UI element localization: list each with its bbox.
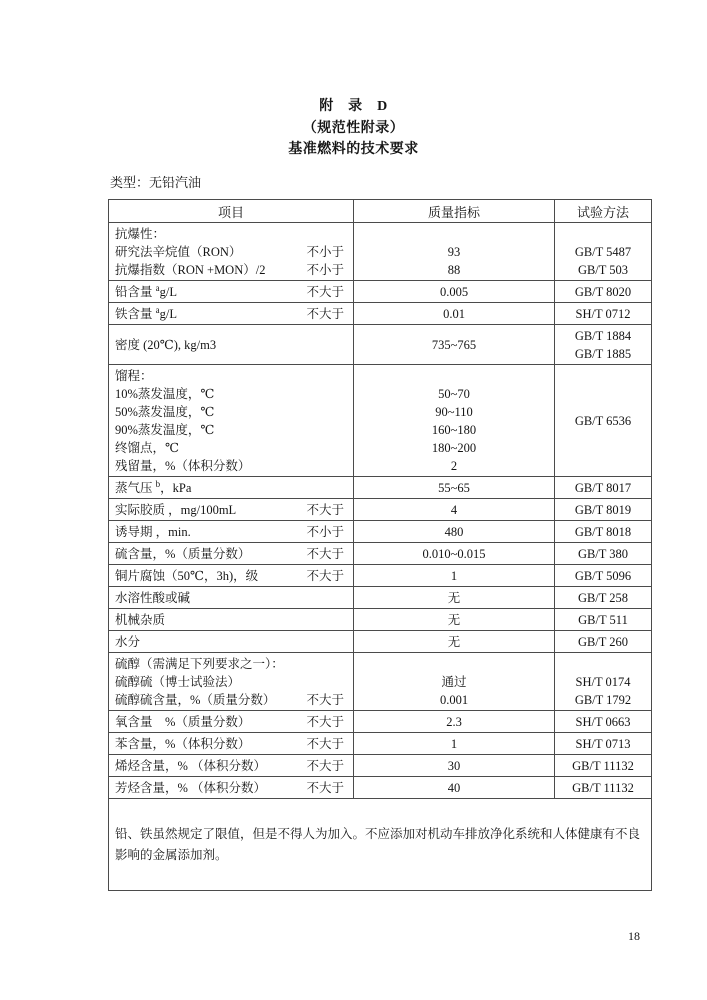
item-line bbox=[115, 421, 347, 439]
item-line bbox=[115, 385, 347, 403]
value-cell bbox=[354, 755, 555, 777]
value-line bbox=[360, 225, 548, 243]
item-text: 残留量，%（体积分数） bbox=[115, 458, 251, 473]
item-text: 诱导期 ，min. bbox=[115, 524, 191, 539]
method-cell bbox=[555, 609, 652, 631]
item-text: 硫醇硫（博士试验法） bbox=[115, 674, 241, 689]
method-cell bbox=[555, 521, 652, 543]
item-line bbox=[115, 611, 347, 629]
method-line bbox=[561, 655, 645, 673]
method-line: GB/T 1885 bbox=[574, 346, 632, 361]
item-text: 水分 bbox=[115, 634, 141, 649]
method-line: GB/T 503 bbox=[577, 262, 629, 277]
value-line bbox=[360, 367, 548, 385]
fuel-type-label: 类型：无铅汽油 bbox=[110, 175, 202, 190]
item-line bbox=[115, 457, 347, 475]
method-cell bbox=[555, 303, 652, 325]
method-cell bbox=[555, 565, 652, 587]
item-cell bbox=[109, 521, 354, 543]
method-line: GB/T 8019 bbox=[574, 502, 632, 517]
value-line: 1 bbox=[450, 568, 458, 583]
value-cell bbox=[354, 565, 555, 587]
superscript-mark: b bbox=[155, 478, 161, 489]
item-line bbox=[115, 367, 347, 385]
value-line bbox=[360, 655, 548, 673]
item-line bbox=[115, 243, 347, 261]
spec-table bbox=[108, 199, 652, 891]
table-row bbox=[109, 609, 652, 631]
value-line: 通过 bbox=[441, 674, 467, 689]
table-row bbox=[109, 777, 652, 799]
table-row bbox=[109, 653, 652, 711]
value-line: 无 bbox=[447, 634, 461, 649]
superscript-mark: a bbox=[155, 304, 160, 315]
value-line: 0.01 bbox=[443, 306, 465, 321]
item-cell bbox=[109, 477, 354, 499]
item-cell bbox=[109, 711, 354, 733]
table-row bbox=[109, 565, 652, 587]
value-line: 无 bbox=[447, 612, 461, 627]
value-line: 0.010~0.015 bbox=[422, 546, 486, 561]
value-cell bbox=[354, 223, 555, 281]
value-line: 180~200 bbox=[431, 440, 477, 455]
method-line: GB/T 5096 bbox=[574, 568, 632, 583]
method-cell bbox=[555, 281, 652, 303]
section-heading: 基准燃料的技术要求 bbox=[288, 142, 419, 157]
limit-qualifier: 不大于 bbox=[306, 736, 344, 751]
value-cell bbox=[354, 777, 555, 799]
value-line: 0.005 bbox=[439, 284, 469, 299]
item-text: 终馏点，℃ bbox=[115, 440, 179, 455]
method-cell bbox=[555, 631, 652, 653]
value-line: 90~110 bbox=[435, 404, 473, 419]
method-line: GB/T 11132 bbox=[572, 758, 634, 773]
page-number: 18 bbox=[628, 929, 640, 943]
value-line: 0.001 bbox=[439, 692, 469, 707]
method-line: SH/T 0663 bbox=[575, 714, 631, 729]
limit-qualifier: 不大于 bbox=[306, 502, 344, 517]
table-row bbox=[109, 223, 652, 281]
item-line bbox=[115, 501, 347, 519]
item-line bbox=[115, 691, 347, 709]
column-header-quality-index: 质量指标 bbox=[354, 200, 555, 223]
value-line: 30 bbox=[447, 758, 461, 773]
table-footnote: 铅、铁虽然规定了限值，但是不得人为加入。不应添加对机动车排放净化系统和人体健康有不良影响的金属添加剂。 bbox=[109, 799, 652, 891]
value-cell bbox=[354, 325, 555, 365]
item-text: 密度 (20℃), kg/m3 bbox=[115, 337, 217, 352]
item-line bbox=[115, 439, 347, 457]
footnote-row bbox=[109, 799, 652, 891]
item-text: 铜片腐蚀（50℃，3h)，级 bbox=[115, 568, 259, 583]
value-line: 4 bbox=[450, 502, 458, 517]
table-row bbox=[109, 325, 652, 365]
method-cell bbox=[555, 777, 652, 799]
table-row bbox=[109, 543, 652, 565]
table-row bbox=[109, 711, 652, 733]
method-line: GB/T 258 bbox=[577, 590, 629, 605]
item-text: 馏程： bbox=[115, 368, 153, 383]
method-line: GB/T 8017 bbox=[574, 480, 632, 495]
method-line: GB/T 260 bbox=[577, 634, 629, 649]
appendix-subtitle: （规范性附录） bbox=[302, 120, 405, 136]
item-line bbox=[115, 633, 347, 651]
value-line: 480 bbox=[444, 524, 464, 539]
value-line: 735~765 bbox=[431, 337, 477, 352]
method-cell bbox=[555, 477, 652, 499]
item-line bbox=[115, 523, 347, 541]
item-line bbox=[115, 757, 347, 775]
value-cell bbox=[354, 499, 555, 521]
limit-qualifier: 不大于 bbox=[306, 714, 344, 729]
item-line bbox=[115, 261, 347, 279]
column-header-test-method: 试验方法 bbox=[555, 200, 652, 223]
item-line bbox=[115, 655, 347, 673]
item-text: 氧含量 %（质量分数） bbox=[115, 714, 251, 729]
item-cell bbox=[109, 587, 354, 609]
method-line: GB/T 6536 bbox=[574, 413, 632, 428]
value-cell bbox=[354, 733, 555, 755]
table-row bbox=[109, 499, 652, 521]
item-line bbox=[115, 589, 347, 607]
item-cell bbox=[109, 631, 354, 653]
table-header-row bbox=[109, 200, 652, 223]
item-text: 芳烃含量，% （体积分数） bbox=[115, 780, 267, 795]
value-line: 2.3 bbox=[446, 714, 462, 729]
value-line: 88 bbox=[447, 262, 461, 277]
item-text: 铅含量 $^a$g/L bbox=[115, 282, 177, 299]
spec-table-head bbox=[109, 200, 652, 223]
value-cell bbox=[354, 365, 555, 477]
spec-table-body bbox=[109, 223, 652, 799]
value-cell bbox=[354, 281, 555, 303]
item-cell bbox=[109, 365, 354, 477]
value-line: 40 bbox=[447, 780, 461, 795]
item-text: 蒸气压 $^b$，kPa bbox=[115, 478, 192, 495]
item-text: 硫含量，%（质量分数） bbox=[115, 546, 251, 561]
table-row bbox=[109, 587, 652, 609]
value-cell bbox=[354, 477, 555, 499]
item-text: 水溶性酸或碱 bbox=[115, 590, 191, 605]
item-text: 抗爆指数（RON +MON）/2 bbox=[115, 262, 266, 277]
value-line: 160~180 bbox=[431, 422, 477, 437]
item-cell bbox=[109, 733, 354, 755]
item-line bbox=[115, 283, 347, 301]
table-row bbox=[109, 281, 652, 303]
item-cell bbox=[109, 325, 354, 365]
appendix-title: 附 录 D bbox=[319, 99, 388, 114]
method-line: GB/T 5487 bbox=[574, 244, 632, 259]
method-line: GB/T 1792 bbox=[574, 692, 632, 707]
value-line: 55~65 bbox=[438, 480, 470, 495]
value-cell bbox=[354, 631, 555, 653]
limit-qualifier: 不大于 bbox=[306, 780, 344, 795]
item-text: 铁含量 $^a$g/L bbox=[115, 304, 177, 321]
table-row bbox=[109, 303, 652, 325]
item-cell bbox=[109, 609, 354, 631]
item-text: 苯含量，%（体积分数） bbox=[115, 736, 251, 751]
limit-qualifier: 不小于 bbox=[306, 244, 344, 259]
limit-qualifier: 不大于 bbox=[306, 758, 344, 773]
method-cell bbox=[555, 499, 652, 521]
item-text: 硫醇硫含量，%（质量分数） bbox=[115, 692, 276, 707]
item-line bbox=[115, 225, 347, 243]
limit-qualifier: 不大于 bbox=[306, 568, 344, 583]
method-line bbox=[561, 225, 645, 243]
method-line: GB/T 380 bbox=[577, 546, 629, 561]
item-cell bbox=[109, 223, 354, 281]
value-line: 93 bbox=[447, 244, 461, 259]
value-cell bbox=[354, 609, 555, 631]
value-line: 无 bbox=[447, 590, 461, 605]
limit-qualifier: 不大于 bbox=[306, 546, 344, 561]
spec-table-foot bbox=[109, 799, 652, 891]
method-line: GB/T 8020 bbox=[574, 284, 632, 299]
value-line: 2 bbox=[450, 458, 458, 473]
item-text: 硫醇（需满足下列要求之一）： bbox=[115, 656, 284, 671]
value-line: 1 bbox=[450, 736, 458, 751]
item-text: 抗爆性： bbox=[115, 226, 166, 241]
table-row bbox=[109, 477, 652, 499]
item-text: 机械杂质 bbox=[115, 612, 166, 627]
value-cell bbox=[354, 303, 555, 325]
value-cell bbox=[354, 521, 555, 543]
limit-qualifier: 不大于 bbox=[306, 692, 344, 707]
item-text: 烯烃含量，% （体积分数） bbox=[115, 758, 267, 773]
method-line: SH/T 0713 bbox=[575, 736, 631, 751]
method-cell bbox=[555, 223, 652, 281]
method-line: GB/T 511 bbox=[578, 612, 628, 627]
table-row bbox=[109, 755, 652, 777]
limit-qualifier: 不大于 bbox=[306, 284, 344, 299]
item-line bbox=[115, 779, 347, 797]
item-line bbox=[115, 545, 347, 563]
limit-qualifier: 不小于 bbox=[306, 262, 344, 277]
item-cell bbox=[109, 777, 354, 799]
method-line: SH/T 0174 bbox=[575, 674, 631, 689]
item-text: 10%蒸发温度，℃ bbox=[115, 386, 215, 401]
column-header-item: 项目 bbox=[109, 200, 354, 223]
item-text: 50%蒸发温度，℃ bbox=[115, 404, 215, 419]
item-cell bbox=[109, 755, 354, 777]
value-cell bbox=[354, 543, 555, 565]
item-text: 90%蒸发温度，℃ bbox=[115, 422, 215, 437]
method-cell bbox=[555, 325, 652, 365]
table-row bbox=[109, 733, 652, 755]
limit-qualifier: 不小于 bbox=[306, 524, 344, 539]
method-cell bbox=[555, 543, 652, 565]
item-text: 实际胶质 ，mg/100mL bbox=[115, 502, 237, 517]
value-cell bbox=[354, 587, 555, 609]
item-cell bbox=[109, 653, 354, 711]
item-cell bbox=[109, 565, 354, 587]
item-line bbox=[115, 735, 347, 753]
table-row bbox=[109, 521, 652, 543]
appendix-title-block bbox=[0, 96, 707, 161]
item-cell bbox=[109, 543, 354, 565]
method-cell bbox=[555, 733, 652, 755]
item-line bbox=[115, 479, 347, 497]
item-line bbox=[115, 336, 347, 354]
item-line bbox=[115, 567, 347, 585]
method-line: GB/T 1884 bbox=[574, 328, 632, 343]
value-cell bbox=[354, 711, 555, 733]
method-line: GB/T 8018 bbox=[574, 524, 632, 539]
method-cell bbox=[555, 365, 652, 477]
method-cell bbox=[555, 755, 652, 777]
method-line: GB/T 11132 bbox=[572, 780, 634, 795]
value-line: 50~70 bbox=[438, 386, 470, 401]
item-cell bbox=[109, 303, 354, 325]
method-cell bbox=[555, 587, 652, 609]
item-line bbox=[115, 713, 347, 731]
item-line bbox=[115, 305, 347, 323]
item-text: 研究法辛烷值（RON） bbox=[115, 244, 242, 259]
item-line bbox=[115, 403, 347, 421]
superscript-mark: a bbox=[155, 282, 160, 293]
value-cell bbox=[354, 653, 555, 711]
method-cell bbox=[555, 653, 652, 711]
table-row bbox=[109, 631, 652, 653]
item-cell bbox=[109, 281, 354, 303]
item-line bbox=[115, 673, 347, 691]
item-cell bbox=[109, 499, 354, 521]
table-row bbox=[109, 365, 652, 477]
method-line: SH/T 0712 bbox=[575, 306, 631, 321]
limit-qualifier: 不大于 bbox=[306, 306, 344, 321]
method-cell bbox=[555, 711, 652, 733]
